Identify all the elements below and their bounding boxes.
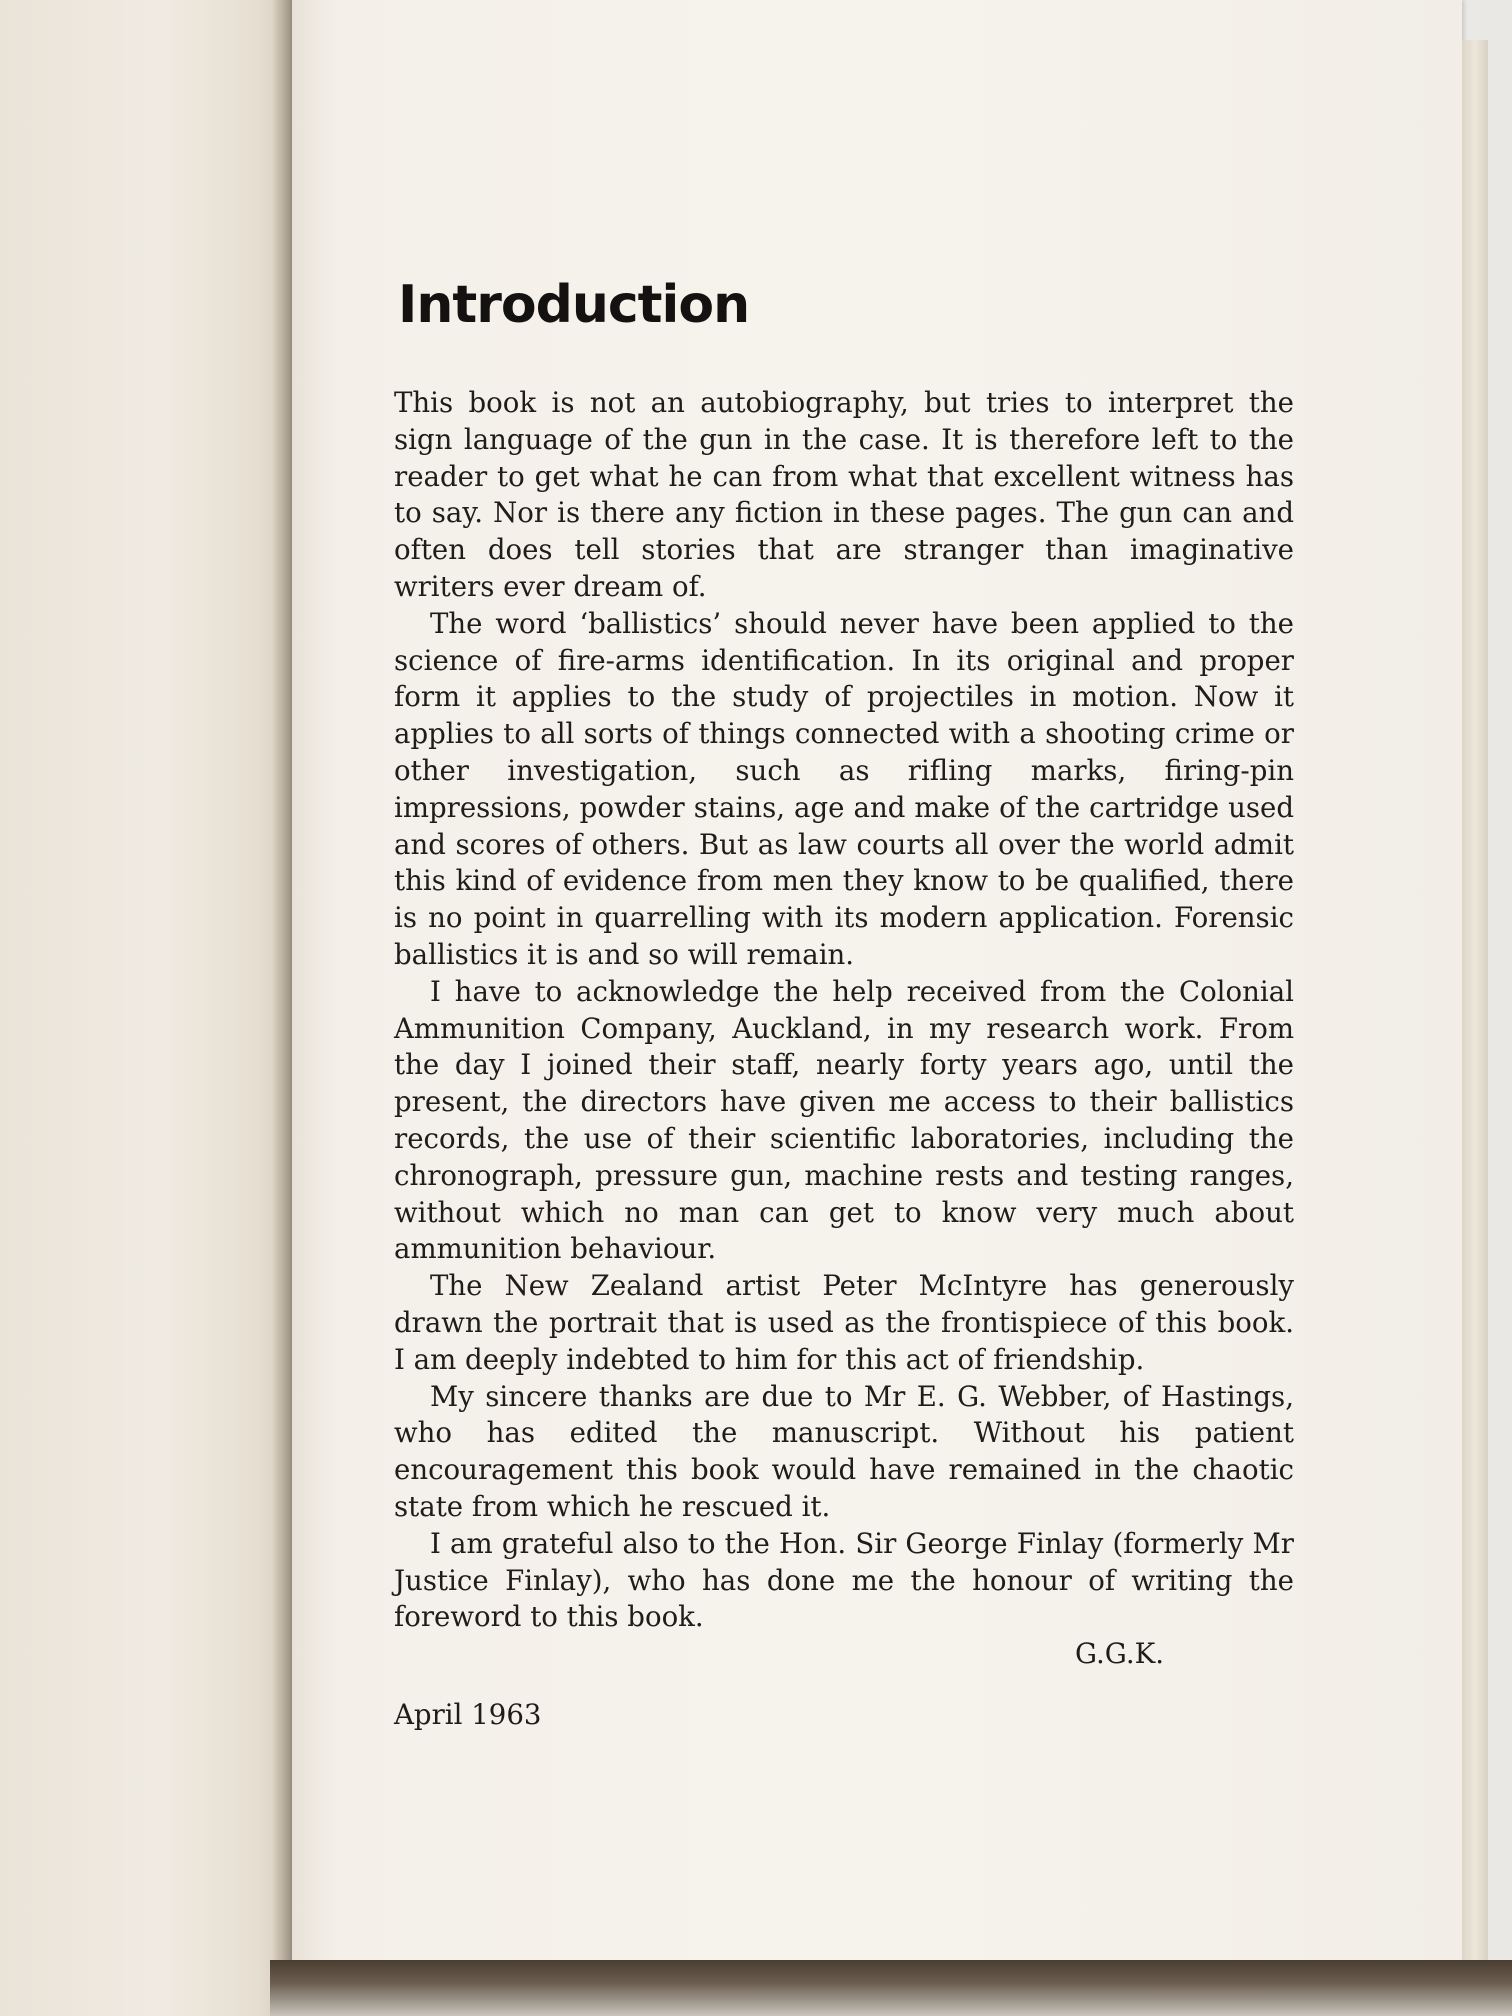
page-title: Introduction (398, 275, 750, 335)
book-bottom-edge (270, 1960, 1512, 2016)
left-facing-page (0, 0, 292, 2016)
page-content (394, 275, 1294, 1734)
paragraph-3: I have to acknowledge the help received from the Colonial Ammunition Company, Auckland, in my research work. From the day I joined their staff, nearly forty years ago, until the present, the directors have given me access to their ballistics records, the use of their scientific laboratories, including the chronograph, pressure gun, machine rests and testing ranges, without which no man can get to know very much about ammunition behaviour. (394, 974, 1294, 1266)
paragraph-5: My sincere thanks are due to Mr E. G. Webber, of Hastings, who has edited the manuscript. Without his patient encouragement this book would have remained in the chaotic state from which he rescued it. (394, 1379, 1294, 1523)
paragraph-4: The New Zealand artist Peter McIntyre has generously drawn the portrait that is used as the frontispiece of this book. I am deeply indebted to him for this act of friendship. (394, 1269, 1294, 1376)
date-line: April 1963 (394, 1697, 542, 1731)
paragraph-6: I am grateful also to the Hon. Sir George Finlay (formerly Mr Justice Finlay), who has done me the honour of writing the foreword to this book. (394, 1526, 1294, 1634)
page-edges (1462, 40, 1488, 1970)
author-initials: G.G.K. (1074, 1637, 1164, 1671)
paragraph-1: This book is not an autobiography, but tries to interpret the sign language of the gun in the case. It is therefore left to the reader to get what he can from what that excellent witness has to say. Nor is there any fiction in these pages. The gun can and often does tell stories that are stranger than imaginative writers ever dream of. (394, 386, 1294, 603)
paragraph-2: The word ‘ballistics’ should never have been applied to the science of fire-arms identification. In its original and proper form it applies to the study of projectiles in motion. Now it applies to all sorts of things connected with a shooting crime or other investigation, such as rifling marks, firing-pin impressions, powder stains, age and make of the cartridge used and scores of others. But as law courts all over the world admit this kind of evidence from men they know to be qualified, there is no point in quarrelling with its modern application. Forensic ballistics it is and so will remain. (394, 606, 1294, 971)
book-gutter (272, 0, 294, 2016)
